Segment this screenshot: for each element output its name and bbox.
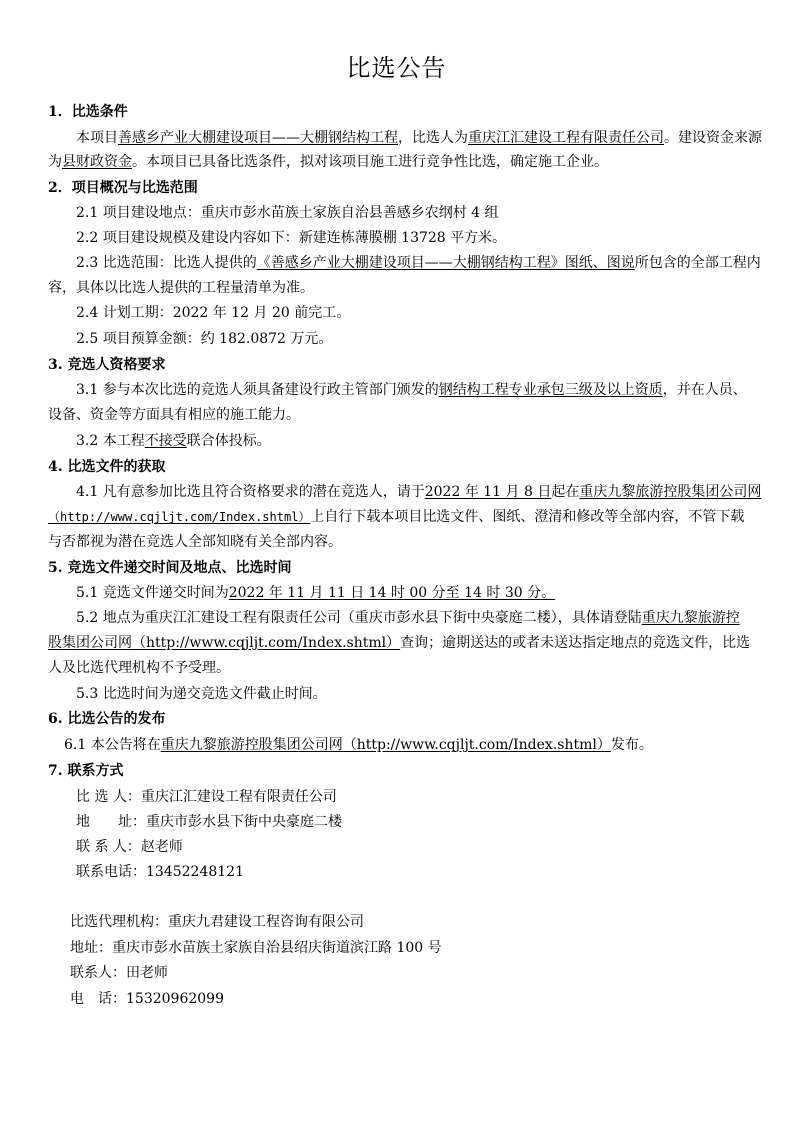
section-4-item-1 [76, 482, 776, 502]
agency-contact-person: 联系人：田老师 [70, 965, 168, 981]
agency-phone: 电 话：15320962099 [70, 991, 224, 1007]
section-3-item-2 [76, 431, 776, 451]
qualification: 钢结构工程专业承包三级及以上资质 [438, 382, 663, 398]
agency-name: 比选代理机构：重庆九君建设工程咨询有限公司 [70, 914, 364, 930]
no-consortium: 不接受 [144, 433, 187, 449]
text: 3.2 本工程 [76, 433, 145, 449]
website-name-link[interactable]: 重庆九黎旅游控 [641, 610, 740, 626]
section-5-item-3: 5.3 比选时间为递交竞选文件截止时间。 [76, 686, 327, 702]
text: 本项目 [76, 130, 118, 146]
website-link[interactable]: 重庆九黎旅游控股集团公司网（http://www.cqjljt.com/Index.shtml） [160, 737, 611, 753]
text: 所包含的全部工程内 [634, 255, 761, 271]
website-url-link[interactable]: 股集团公司网（http://www.cqjljt.com/Index.shtml） [48, 635, 401, 651]
text: 为 [48, 154, 62, 170]
section-1-line-2 [48, 152, 748, 172]
section-4-item-1-cont [48, 507, 748, 527]
website-name-link[interactable]: 重庆九黎旅游控股集团公司网 [579, 484, 762, 500]
start-date: 2022 年 11 月 8 日 [424, 484, 552, 500]
section-2-item-4: 2.4 计划工期：2022 年 12 月 20 前完工。 [76, 305, 351, 321]
section-4-item-1-cont-2: 与否都视为潜在竞选人全部知晓有关全部内容。 [48, 534, 342, 550]
drawings-ref: 《善感乡产业大棚建设项目——大棚钢结构工程》图纸、图说 [256, 255, 635, 271]
document-title: 比选公告 [346, 54, 447, 82]
section-5-item-2-cont [48, 633, 751, 653]
fund-source: 县财政资金 [62, 154, 132, 170]
text: 4.1 凡有意参加比选且符合资格要求的潜在竞选人，请于 [76, 484, 425, 500]
section-heading-4: 4. 比选文件的获取 [48, 459, 166, 475]
section-heading-7: 7. 联系方式 [48, 763, 124, 779]
section-5-item-2 [76, 608, 776, 628]
website-url-link[interactable]: （http://www.cqjljt.com/Index.shtml） [48, 510, 311, 524]
text: 5.2 地点为重庆江汇建设工程有限责任公司（重庆市彭水县下街中央豪庭二楼），具体请登陆 [76, 610, 642, 626]
section-2-item-2: 2.2 项目建设规模及建设内容如下：新建连栋薄膜棚 13728 平方米。 [76, 230, 507, 246]
text: 。本项目已具备比选条件，拟对该项目施工进行竞争性比选，确定施工企业。 [132, 154, 608, 170]
text: 上自行下载本项目比选文件、图纸、澄清和修改等全部内容，不管下载 [310, 509, 745, 525]
text: 5.1 竞选文件递交时间为 [76, 585, 229, 601]
contact-phone: 联系电话：13452248121 [76, 864, 244, 880]
text: 6.1 本公告将在 [64, 737, 161, 753]
section-5-item-1 [76, 583, 776, 603]
text: ，并在人员、 [662, 382, 747, 398]
owner-name: 重庆江汇建设工程有限责任公司 [468, 130, 664, 146]
section-3-item-1 [76, 380, 776, 400]
section-heading-6: 6. 比选公告的发布 [48, 711, 166, 727]
contact-bidder: 比 选 人：重庆江汇建设工程有限责任公司 [76, 789, 337, 805]
project-name: 善感乡产业大棚建设项目——大棚钢结构工程 [118, 130, 398, 146]
text: 2.3 比选范围：比选人提供的 [76, 255, 257, 271]
section-2-item-1: 2.1 项目建设地点：重庆市彭水苗族土家族自治县善感乡农纲村 4 组 [76, 205, 499, 221]
section-heading-5: 5. 竞选文件递交时间及地点、比选时间 [48, 560, 292, 576]
section-heading-2: 2．项目概况与比选范围 [48, 180, 198, 196]
submission-time: 2022 年 11 月 11 日 14 时 00 分至 14 时 30 分。 [228, 585, 556, 601]
text: 联合体投标。 [186, 433, 271, 449]
section-heading-1: 1．比选条件 [48, 104, 128, 120]
section-3-item-1-cont: 设备、资金等方面具有相应的施工能力。 [48, 407, 300, 423]
text: 起在 [551, 484, 580, 500]
contact-address: 地 址：重庆市彭水县下街中央豪庭二楼 [76, 814, 342, 830]
text: 3.1 参与本次比选的竞选人须具备建设行政主管部门颁发的 [76, 382, 439, 398]
agency-address: 地址：重庆市彭水苗族土家族自治县绍庆街道滨江路 100 号 [70, 940, 442, 956]
text: 发布。 [610, 737, 653, 753]
contact-person: 联 系 人：赵老师 [76, 839, 183, 855]
section-6-item-1 [64, 735, 764, 755]
text: 。建设资金来源 [664, 130, 762, 146]
section-2-item-3-cont: 容，具体以比选人提供的工程量清单为准。 [48, 280, 314, 296]
section-2-item-3 [76, 253, 776, 273]
section-1-line-1 [76, 128, 776, 148]
text: ，比选人为 [398, 130, 468, 146]
section-2-item-5: 2.5 项目预算金额：约 182.0872 万元。 [76, 331, 333, 347]
text: 查询；逾期送达的或者未送达指定地点的竞选文件，比选 [400, 635, 751, 651]
section-5-item-2-cont-2: 人及比选代理机构不予受理。 [48, 660, 230, 676]
section-heading-3: 3. 竞选人资格要求 [48, 357, 166, 373]
